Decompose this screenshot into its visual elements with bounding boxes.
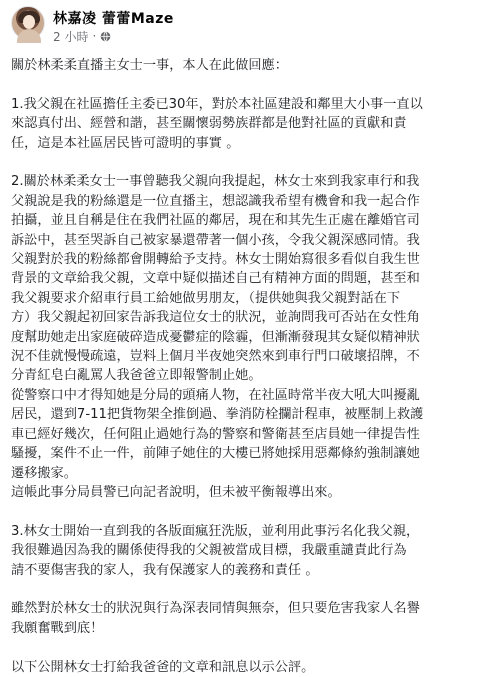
author-name[interactable]: 林嘉凌 蕾蕾Maze: [53, 11, 174, 27]
meta-separator: ·: [92, 29, 97, 43]
post-paragraph-final: 以下公開林女士打給我爸爸的文章和訊息以示公評。: [11, 659, 315, 675]
avatar[interactable]: [11, 6, 45, 40]
post-paragraph-2-note: 這帳此事分局員警已向記者說明，但未被平衡報導出來。: [11, 484, 341, 500]
post-body: [11, 56, 489, 677]
post-paragraph-2-police: 從警察口中才得知她是分局的頭痛人物，在社區時常半夜大吼大叫擾亂 居民，還到7-11把貨物架全推倒過、拳消防栓攔計程車，被壓制上救護 車已經好幾次，任何阻止過她行為的警察和警衛甚至店員她一律提告性 騷擾，案件不止一件，前陣子她住的大樓已將她採用惡鄰條約強制讓她 遷移搬家。: [11, 387, 424, 481]
post-paragraph-closing: 雖然對於林女士的狀況與行為深表同情與無奈，但只要危害我家人名譽 我願奮戰到底！: [11, 601, 420, 636]
post-timestamp[interactable]: 2 小時: [53, 29, 89, 44]
avatar-face: [23, 15, 35, 29]
post-paragraph-3: 3.林女士開始一直到我的各版面瘋狂洗版，並利用此事污名化我父親， 我很難過因為我的關係使得我的父親被當成目標，我嚴重譴責此行為 請不要傷害我的家人，我有保護家人的義務和責任 。: [11, 523, 420, 578]
avatar-body: [17, 29, 41, 43]
post-meta: [53, 28, 111, 44]
post-paragraph-intro: 關於林柔柔直播主女士一事，本人在此做回應：: [11, 58, 288, 73]
post-header: [0, 0, 498, 52]
post-paragraph-1: 1.我父親在社區擔任主委已30年，對於本社區建設和鄰里大小事一直以 來認真付出、經營和諧，甚至關懷弱勢族群都是他對社區的貢獻和責 任，這是本社區居民皆可證明的事實 。: [11, 96, 423, 151]
globe-icon[interactable]: [100, 31, 111, 42]
post-paragraph-2: 2.關於林柔柔女士一事曾聽我父親向我提起，林女士來到我家車行和我 父親說是我的粉絲還是一位直播主，想認識我希望有機會和我一起合作 拍攝，並且自稱是住在我們社區的鄰居，現在和其先生正處在離婚官司 訴訟中，甚至哭訴自己被家暴還帶著一個小孩，令我父親深感同情。我 父親對於我的粉絲都會開轉給予支持。林女士開始寫很多看似自我生世 背景的文章給我父親，文章中疑似描述自己有精神方面的問題，甚至和 我父親要求介紹車行員工給她做男朋友，（提供她與我父親對話在下 方）我父親起初回家告訴我這位女士的狀況，並詢問我可否站在女性角 度幫助她走出家庭破碎造成憂鬱症的陰霾，但漸漸發現其女疑似精神狀 況不佳就慢慢疏遠，豈料上個月半夜她突然來到車行門口破壞招牌，不 分青紅皂白亂罵人我爸爸立即報警制止她。: [11, 174, 420, 384]
